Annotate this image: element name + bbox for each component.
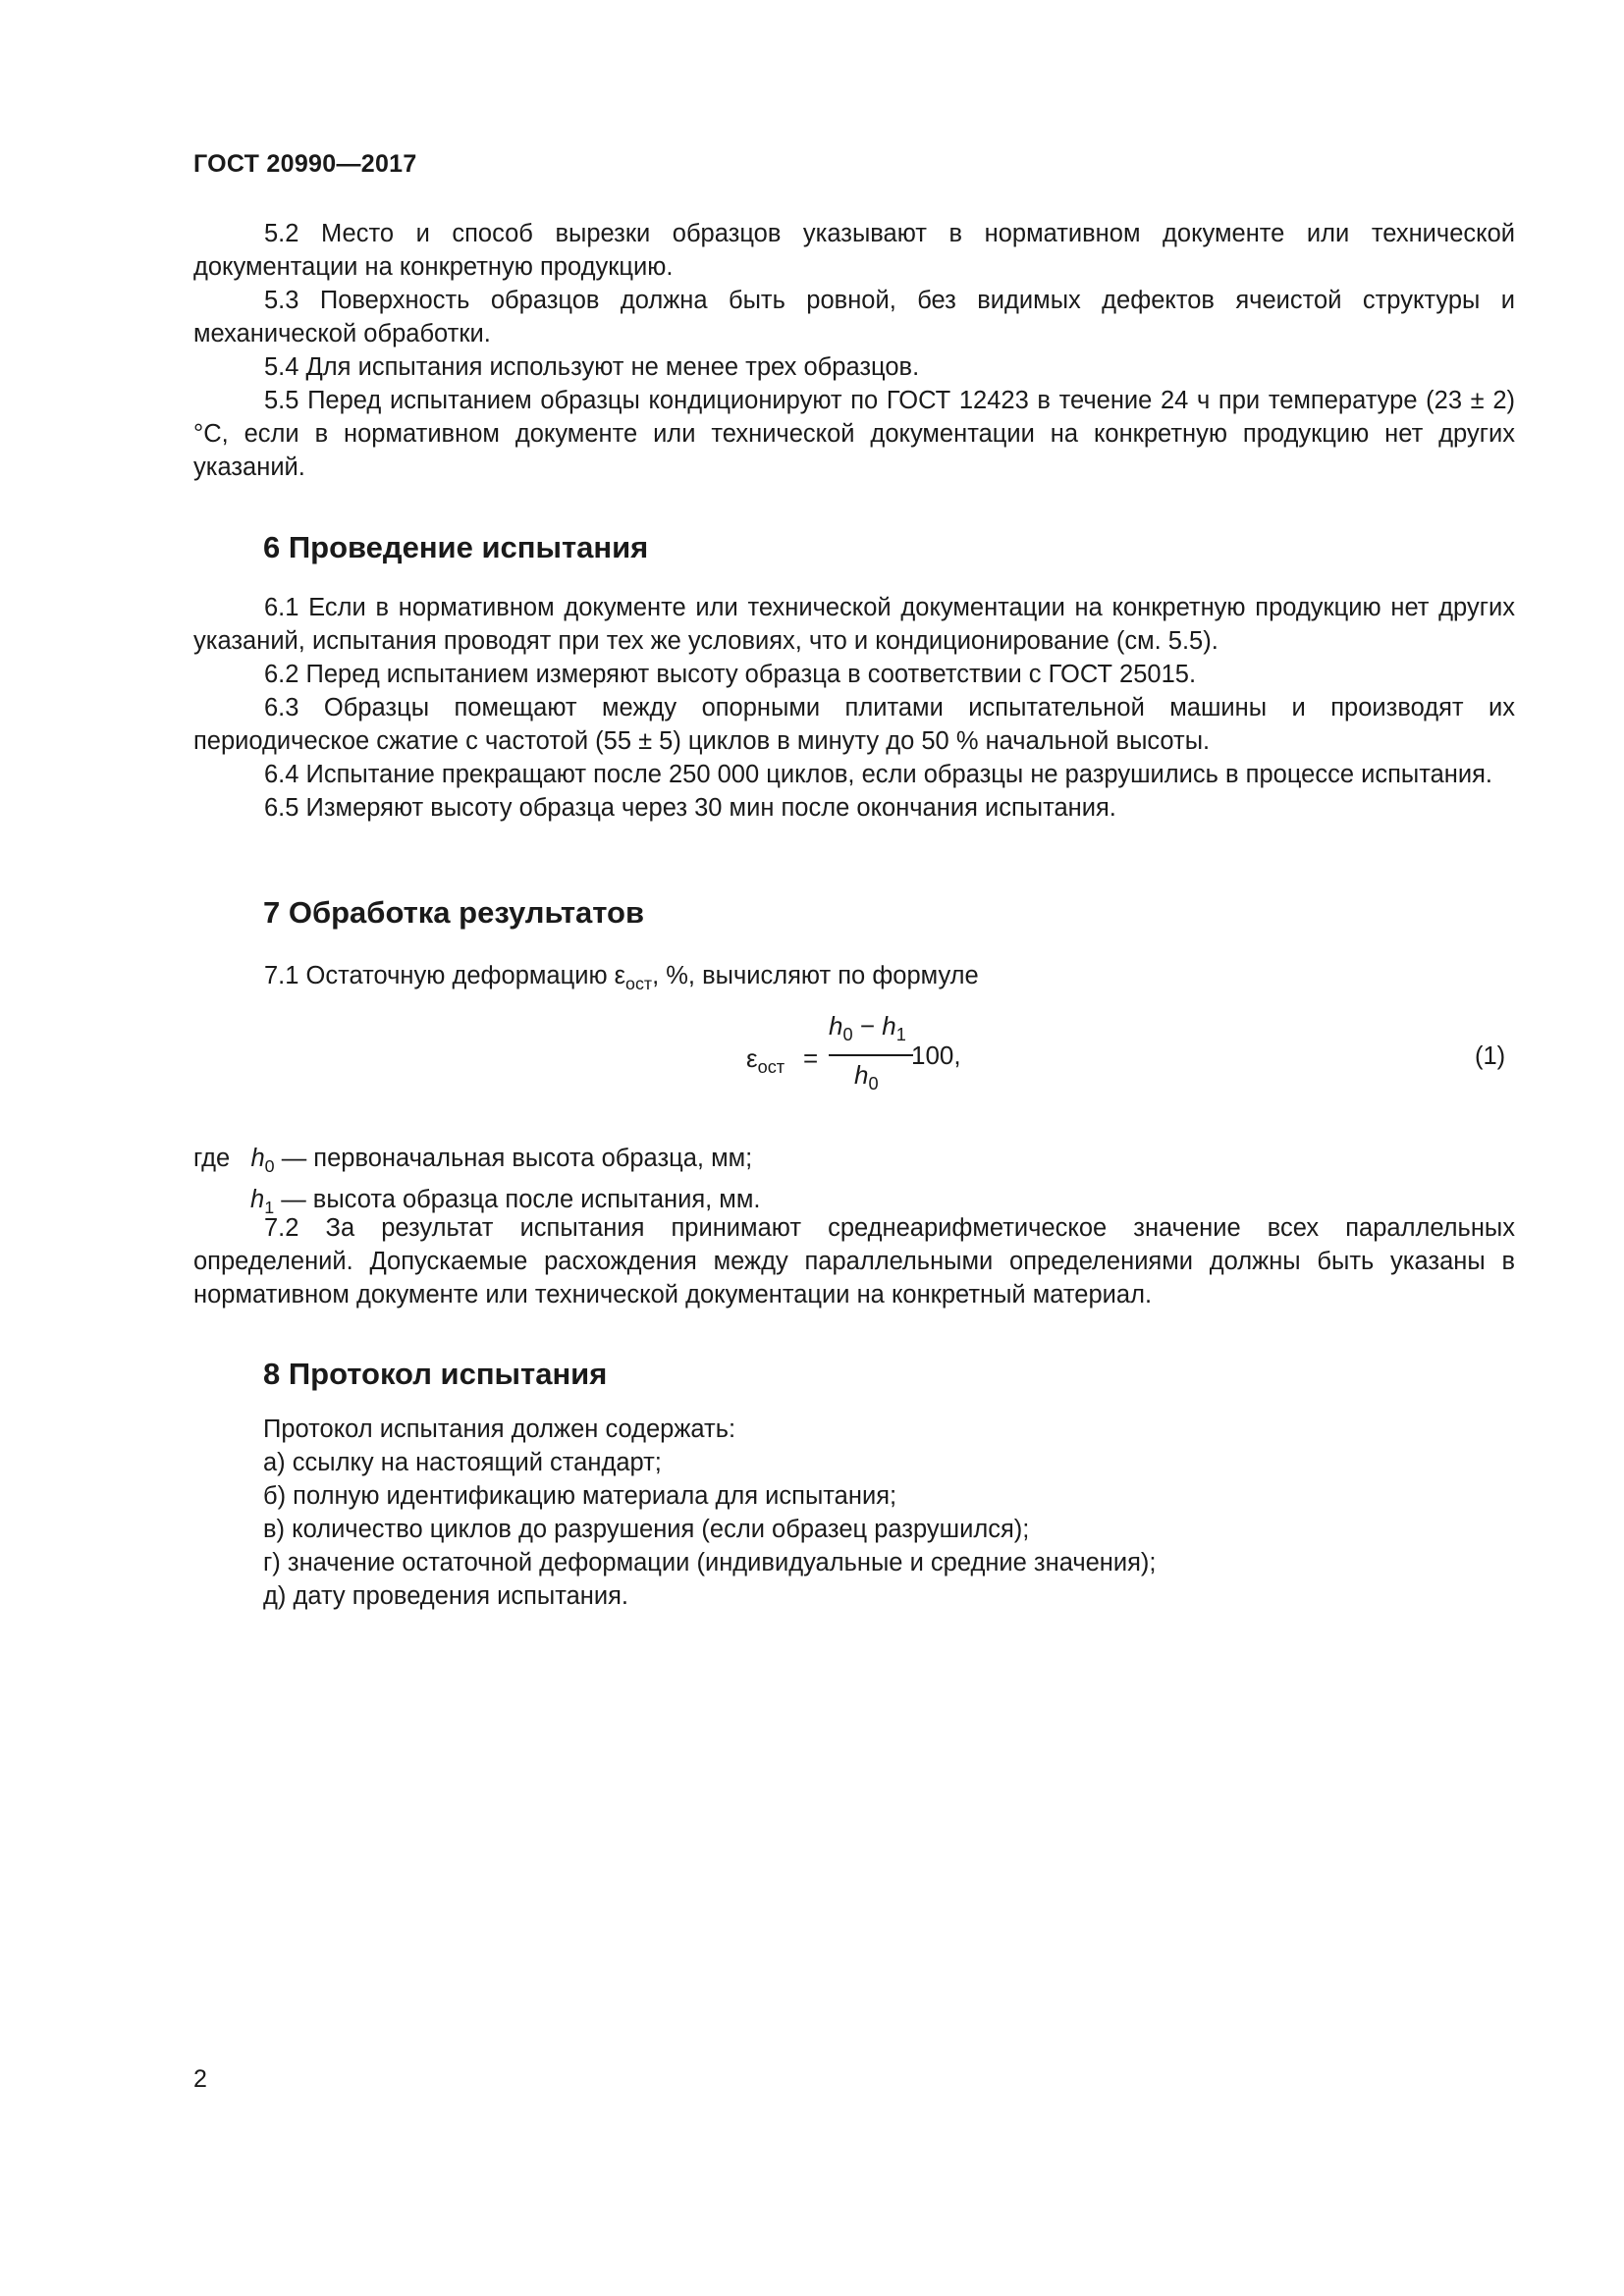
list-item: Протокол испытания должен содержать: (263, 1415, 736, 1443)
formula-numerator: $h_0 - h_1$ (829, 1011, 906, 1044)
section-5-body (193, 217, 1515, 484)
paragraph-6-3: 6.3 Образцы помещают между опорными плитами испытательной машины и производят их периодическое сжатие с частотой (55 ± 5) циклов в минуту до 50 % начальной высоты. (193, 694, 1515, 755)
list-item: б) полную идентификацию материала для испытания; (263, 1482, 897, 1510)
paragraph-7-1-lead: 7.1 Остаточную деформацию ε (264, 962, 626, 989)
paragraph-6-1: 6.1 Если в нормативном документе или технической документации на конкретную продукцию нет других указаний, испытания проводят при тех же условиях, что и кондиционирование (см. 5.5). (193, 594, 1515, 655)
formula-denominator: $h_0$ (854, 1060, 879, 1094)
section-7-title: 7 Обработка результатов (263, 895, 645, 930)
formula-1 (746, 1011, 1237, 1109)
paragraph-5-4: 5.4 Для испытания используют не менее трех образцов. (264, 353, 920, 381)
formula-epsilon: $\varepsilon_{ост}$ (746, 1043, 785, 1077)
paragraph-5-5: 5.5 Перед испытанием образцы кондиционируют по ГОСТ 12423 в течение 24 ч при температуре (23 ± 2) °C, если в нормативном документе или технической документации на конкретную продукцию нет других указаний. (193, 387, 1515, 481)
formula-equals: = (803, 1043, 819, 1073)
section-6-body (193, 591, 1515, 825)
paragraph-6-5: 6.5 Измеряют высоту образца через 30 мин после окончания испытания. (264, 794, 1116, 822)
section-7-body (193, 1211, 1515, 1311)
protocol-list (263, 1413, 1157, 1613)
formula-number: (1) (1475, 1042, 1506, 1070)
paragraph-5-2: 5.2 Место и способ вырезки образцов указывают в нормативном документе или технической документации на конкретную продукцию. (193, 220, 1515, 281)
paragraph-7-2: 7.2 За результат испытания принимают среднеарифметическое значение всех параллельных определений. Допускаемые расхождения между параллельными определениями должны быть указаны в нормативном документе или технической документации на конкретный материал. (193, 1214, 1515, 1308)
list-item: г) значение остаточной деформации (индивидуальные и средние значения); (263, 1549, 1157, 1576)
paragraph-7-1 (193, 959, 1515, 1000)
page-number: 2 (193, 2065, 207, 2093)
formula-multiplier: 100, (911, 1041, 961, 1070)
legend-row-h1: $h_1$ — высота образца после испытания, мм. (250, 1186, 761, 1217)
section-6-title: 6 Проведение испытания (263, 530, 649, 564)
list-item: д) дату проведения испытания. (263, 1582, 629, 1610)
paragraph-6-4: 6.4 Испытание прекращают после 250 000 циклов, если образцы не разрушились в процессе испытания. (264, 761, 1493, 788)
section-8-title: 8 Протокол испытания (263, 1357, 608, 1391)
list-item: а) ссылку на настоящий стандарт; (263, 1449, 662, 1476)
paragraph-7-1-tail: , %, вычисляют по формуле (652, 962, 979, 989)
section-7-intro (193, 959, 1515, 1000)
paragraph-5-3: 5.3 Поверхность образцов должна быть ровной, без видимых дефектов ячеистой структуры и механической обработки. (193, 287, 1515, 347)
document-header: ГОСТ 20990—2017 (193, 150, 417, 178)
formula-fraction-bar (829, 1054, 913, 1056)
paragraph-6-2: 6.2 Перед испытанием измеряют высоту образца в соответствии с ГОСТ 25015. (264, 661, 1197, 688)
legend-row-h0: где $h_0$ — первоначальная высота образца, мм; (193, 1145, 753, 1176)
paragraph-7-1-subscript: ост (625, 974, 653, 993)
list-item: в) количество циклов до разрушения (если образец разрушился); (263, 1516, 1030, 1543)
